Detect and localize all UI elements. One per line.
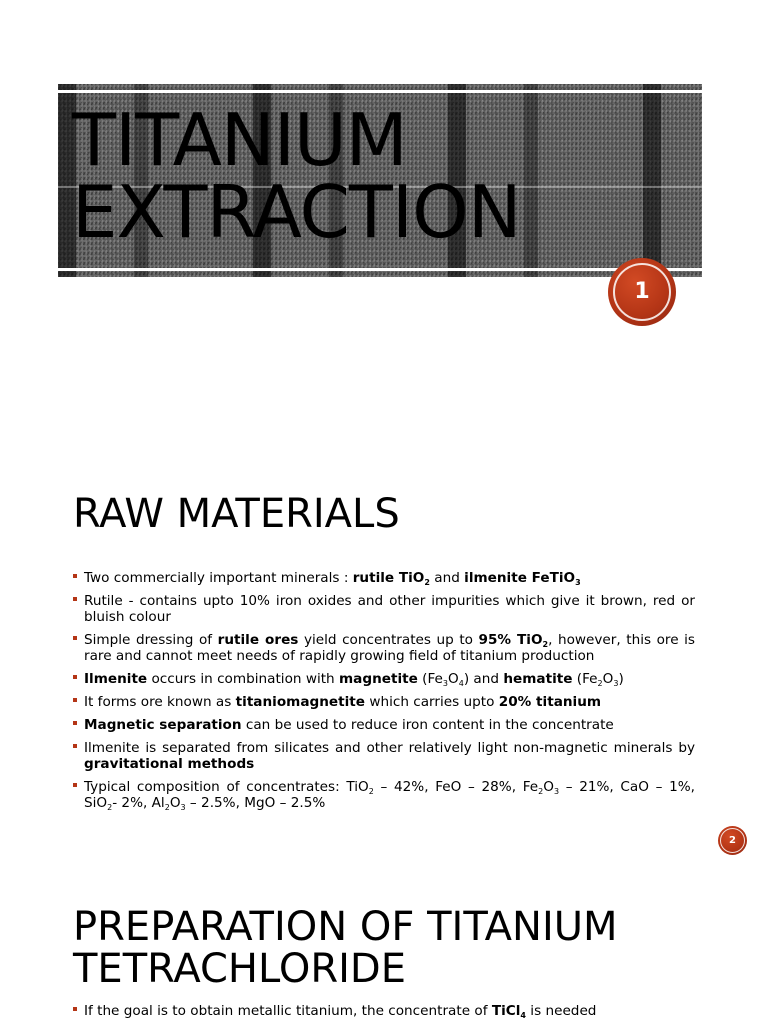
- bullet-item: Typical composition of concentrates: TiO$_2$ – 42%, FeO – 28%, $Fe_2O_3 - 21\%$, CaO – 1%, SiO$_2$- 2%, $Al_2O_3 - 2.5\%$, MgO – 2.5%: [73, 779, 695, 811]
- slide3-title-line2: TETRACHLORIDE: [73, 946, 406, 992]
- slide-number-badge-1: [608, 258, 676, 326]
- slide2-title: RAW MATERIALS: [73, 491, 400, 537]
- slide-number-2: 2: [729, 835, 736, 846]
- slide3-bullet-list: [73, 1003, 695, 1026]
- slide-number-badge-2: [718, 826, 747, 855]
- bullet-item: Two commercially important minerals : rutile TiO$_2$ and ilmenite FeTiO$_3$: [73, 570, 695, 586]
- banner-top-rule: [58, 90, 702, 93]
- banner-bottom-rule: [58, 268, 702, 271]
- slide3-title: [73, 906, 618, 990]
- bullet-item: Ilmenite occurs in combination with magnetite $(Fe_3O_4)$ and hematite $(Fe_2O_3)$: [73, 671, 695, 687]
- slide-number-1: 1: [634, 279, 650, 304]
- bullet-item: Rutile - contains upto 10% iron oxides and other impurities which give it brown, red or bluish colour: [73, 593, 695, 625]
- slide2-bullet-list: [73, 570, 695, 818]
- slide3-title-line1: PREPARATION OF TITANIUM: [73, 904, 618, 950]
- bullet-item: Ilmenite is separated from silicates and other relatively light non-magnetic minerals by gravitational methods: [73, 740, 695, 772]
- bullet-item: If the goal is to obtain metallic titanium, the concentrate of TiCl$_4$ is needed: [73, 1003, 695, 1019]
- slide1-title: [72, 98, 521, 254]
- bullet-item: It forms ore known as titaniomagnetite which carries upto 20% titanium: [73, 694, 695, 710]
- slide1-title-line2: EXTRACTION: [72, 170, 521, 254]
- bullet-item: Magnetic separation can be used to reduce iron content in the concentrate: [73, 717, 695, 733]
- bullet-item: Simple dressing of rutile ores yield concentrates up to 95% TiO$_2$, however, this ore is rare and cannot meet needs of rapidly growing field of titanium production: [73, 632, 695, 664]
- slide1-title-line1: TITANIUM: [72, 98, 407, 182]
